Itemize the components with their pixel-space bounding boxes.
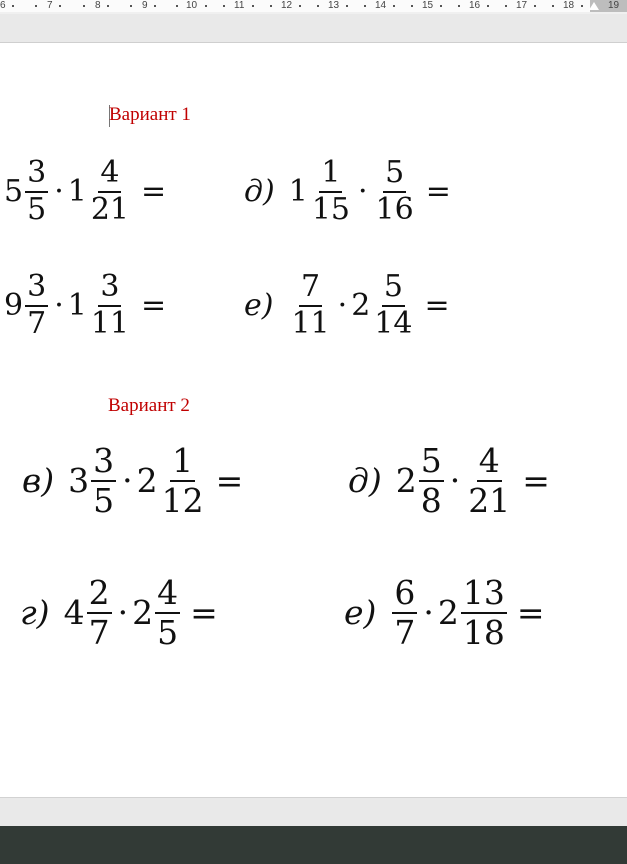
page-gap-bottom [0, 797, 627, 826]
multiply-sign: · [337, 288, 348, 324]
denominator: 16 [375, 191, 414, 227]
equals-sign: = [425, 174, 451, 210]
indent-marker-handle[interactable] [589, 2, 599, 10]
item-label: д) [244, 174, 275, 210]
whole-part: 1 [67, 288, 87, 324]
ruler-tick [393, 5, 395, 7]
ruler-tick [458, 5, 460, 7]
whole-part: 5 [4, 174, 24, 210]
whole-part: 2 [132, 593, 154, 633]
denominator: 15 [311, 191, 350, 227]
ruler-label: 14 [375, 0, 387, 11]
whole-part: 2 [395, 461, 417, 501]
fraction [155, 573, 180, 652]
ruler-tick [505, 5, 507, 7]
ruler-tick [12, 5, 14, 7]
item-label: в) [22, 461, 55, 501]
numerator: 13 [462, 573, 505, 612]
expression-v1-3 [4, 269, 167, 341]
numerator: 5 [382, 272, 405, 307]
whole-part: 9 [4, 288, 24, 324]
fraction [89, 269, 131, 341]
expression-v2-4 [344, 573, 545, 652]
ruler-tick [411, 5, 413, 7]
ruler-label: 9 [142, 0, 148, 11]
ruler-label: 12 [281, 0, 293, 11]
ruler-label: 17 [516, 0, 528, 11]
variant-2-heading: Вариант 2 [108, 395, 190, 416]
expression-v1-1 [4, 155, 167, 227]
denominator: 11 [90, 305, 130, 341]
denominator: 21 [468, 480, 511, 520]
document-page[interactable] [0, 43, 627, 797]
multiply-sign: · [358, 174, 368, 210]
denominator: 7 [394, 612, 416, 652]
ruler-label: 18 [563, 0, 575, 11]
ruler-tick [346, 5, 348, 7]
ruler-tick [223, 5, 225, 7]
multiply-sign: · [122, 461, 133, 501]
ruler-tick [35, 5, 37, 7]
numerator: 3 [25, 158, 48, 193]
ruler-tick [364, 5, 366, 7]
page-gap-top [0, 14, 627, 43]
ruler-label: 13 [328, 0, 340, 11]
denominator: 7 [88, 612, 110, 652]
denominator: 8 [420, 480, 442, 520]
whole-part: 2 [351, 288, 371, 324]
ruler-label: 19 [608, 0, 620, 11]
expression-v2-3 [20, 573, 218, 652]
variant-1-heading: Вариант 1 [109, 104, 191, 125]
multiply-sign: · [449, 461, 461, 501]
whole-part: 1 [288, 174, 308, 210]
expression-v1-4 [244, 269, 450, 341]
item-label: д) [348, 461, 382, 501]
numerator: 4 [157, 573, 179, 612]
fraction [289, 269, 331, 341]
equals-sign: = [215, 461, 244, 501]
ruler-label: 8 [95, 0, 101, 11]
ruler-tick [130, 5, 132, 7]
equals-sign: = [190, 593, 218, 633]
fraction [372, 269, 414, 341]
numerator: 6 [394, 573, 416, 612]
expression-v2-2 [348, 441, 550, 520]
ruler-tick [176, 5, 178, 7]
denominator: 5 [157, 612, 179, 652]
numerator: 3 [93, 441, 115, 480]
status-bar [0, 826, 627, 864]
whole-part: 3 [68, 461, 90, 501]
numerator: 4 [478, 441, 500, 480]
fraction [25, 155, 48, 227]
fraction [392, 573, 417, 652]
fraction [87, 573, 112, 652]
whole-part: 4 [63, 593, 85, 633]
fraction [160, 441, 206, 520]
ruler-tick [317, 5, 319, 7]
multiply-sign: · [54, 288, 64, 324]
ruler-tick [299, 5, 301, 7]
whole-part: 2 [437, 593, 459, 633]
numerator: 5 [383, 158, 406, 193]
equals-sign: = [141, 174, 167, 210]
ruler-tick [552, 5, 554, 7]
fraction [419, 441, 444, 520]
equals-sign: = [141, 288, 167, 324]
item-label: е) [244, 288, 274, 324]
numerator: 7 [299, 272, 322, 307]
denominator: 12 [161, 480, 204, 520]
numerator: 3 [98, 272, 121, 307]
ruler-tick [83, 5, 85, 7]
ruler-tick [487, 5, 489, 7]
ruler-tick [107, 5, 109, 7]
equals-sign: = [424, 288, 450, 324]
ruler-text-area [0, 0, 590, 12]
ruler-label: 11 [234, 0, 245, 11]
numerator: 4 [98, 158, 121, 193]
equals-sign: = [516, 593, 545, 633]
ruler-label: 15 [422, 0, 434, 11]
ruler-tick [581, 5, 583, 7]
ruler-label: 16 [469, 0, 481, 11]
fraction [374, 155, 416, 227]
ruler-tick [154, 5, 156, 7]
fraction [25, 269, 48, 341]
ruler-label: 7 [47, 0, 53, 11]
multiply-sign: · [54, 174, 64, 210]
multiply-sign: · [117, 593, 129, 633]
denominator: 5 [93, 480, 115, 520]
ruler-label: 10 [186, 0, 198, 11]
item-label: е) [344, 593, 377, 633]
ruler-tick [440, 5, 442, 7]
ruler-tick [205, 5, 207, 7]
fraction [310, 155, 352, 227]
item-label: г) [20, 593, 50, 633]
numerator: 5 [420, 441, 442, 480]
ruler-tick [534, 5, 536, 7]
denominator: 14 [374, 305, 413, 341]
fraction [461, 573, 507, 652]
fraction [89, 155, 131, 227]
fraction [466, 441, 512, 520]
numerator: 3 [25, 272, 48, 307]
multiply-sign: · [423, 593, 434, 633]
equals-sign: = [522, 461, 550, 501]
denominator: 21 [90, 191, 130, 227]
ruler-tick [270, 5, 272, 7]
denominator: 7 [27, 305, 47, 341]
horizontal-ruler[interactable] [0, 0, 627, 15]
denominator: 18 [462, 612, 505, 652]
expression-v2-1 [22, 441, 244, 520]
numerator: 1 [172, 441, 194, 480]
numerator: 2 [88, 573, 110, 612]
numerator: 1 [319, 158, 342, 193]
whole-part: 1 [67, 174, 87, 210]
ruler-tick [59, 5, 61, 7]
fraction [91, 441, 116, 520]
expression-v1-2 [244, 155, 451, 227]
ruler-tick [252, 5, 254, 7]
ruler-label: 6 [0, 0, 6, 11]
denominator: 11 [291, 305, 330, 341]
whole-part: 2 [136, 461, 158, 501]
denominator: 5 [27, 191, 47, 227]
